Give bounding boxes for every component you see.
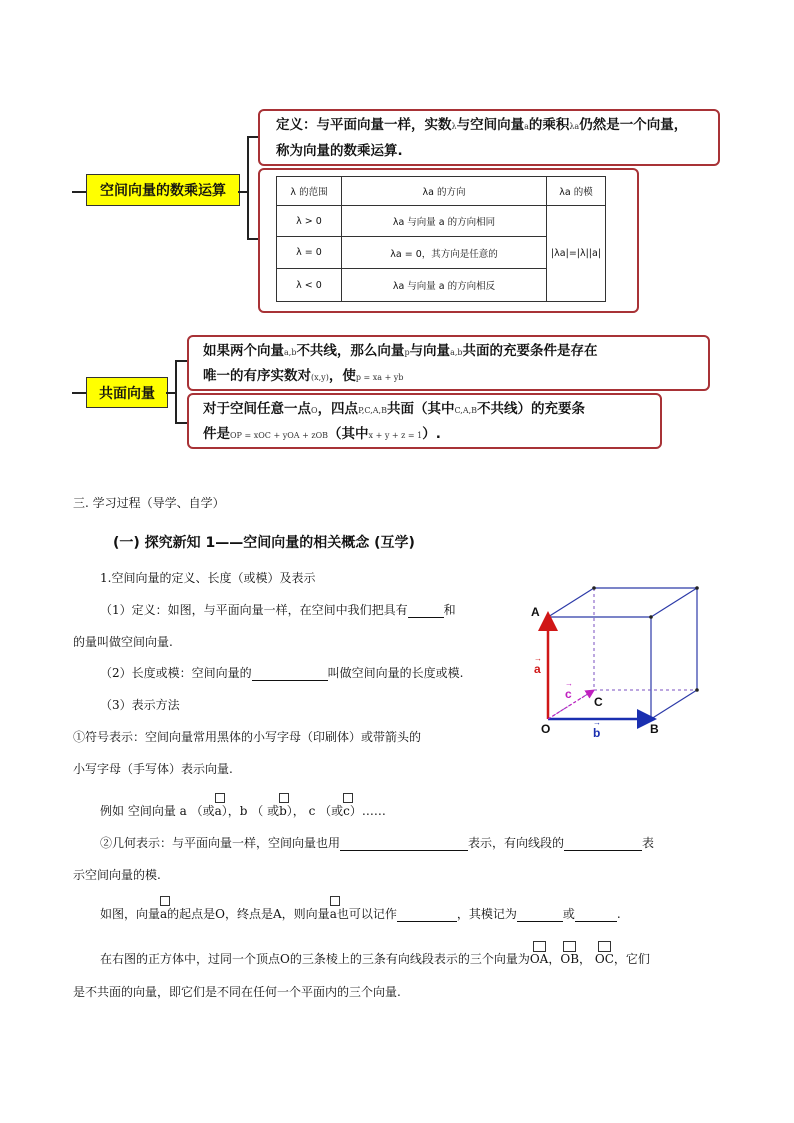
- cube-edge: [548, 588, 594, 617]
- text: ，: [579, 952, 595, 966]
- text: ），b （ 或: [221, 804, 280, 818]
- cube-line-cont: 是不共面的向量，即它们是不同在任何一个平面内的三个向量.: [73, 985, 401, 999]
- def-text: 的乘积: [528, 117, 570, 133]
- text: 或: [562, 907, 575, 921]
- arrow-box-icon: [343, 793, 353, 803]
- vector-c-symbol: [343, 803, 350, 819]
- cube-edge: [651, 588, 697, 617]
- math: OP = xOC + yOA + zOB: [230, 431, 329, 440]
- node-scalar-multiplication: [86, 174, 240, 206]
- blank-field[interactable]: [408, 605, 444, 618]
- text: 对于空间任意一点: [203, 401, 311, 417]
- def-text: 定义：与平面向量一样，实数: [276, 117, 452, 133]
- text: 也可以记作: [336, 907, 397, 921]
- table-cell-modulus: |λa|=|λ||a|: [547, 206, 606, 302]
- text: 不共线，那么向量: [296, 343, 405, 359]
- arrow-box-icon: [215, 793, 225, 803]
- item-1: 1.空间向量的定义、长度（或模）及表示: [100, 571, 316, 585]
- node-label: 共面向量: [99, 385, 155, 402]
- text: ，使: [328, 368, 356, 384]
- table-header: λa 的模: [547, 177, 606, 206]
- branch-line: [175, 360, 177, 424]
- text: （其中: [328, 426, 369, 442]
- text: 共面的充要条件是存在: [462, 343, 598, 359]
- vector-OC-symbol: [595, 951, 614, 967]
- text: 在右图的正方体中，过同一个顶点O的三条棱上的三条有向线段表示的三个向量为: [100, 952, 530, 966]
- blank-field[interactable]: [517, 909, 563, 922]
- def-text: 仍然是一个向量，: [579, 117, 688, 133]
- blank-field[interactable]: [397, 909, 457, 922]
- node-coplanar-vectors: [86, 377, 168, 408]
- text: 表: [642, 836, 655, 850]
- branch-line: [72, 191, 86, 193]
- blank-field[interactable]: [252, 668, 328, 681]
- blank-field[interactable]: [575, 909, 617, 922]
- math: a,b: [450, 348, 463, 357]
- table-cell: λa 与向量 a 的方向相反: [342, 269, 547, 302]
- vertex-dot: [695, 688, 699, 692]
- text: ，其模记为: [456, 907, 517, 921]
- text: 不共线）的充要条: [477, 401, 586, 417]
- four-point-coplanar-box: [187, 393, 662, 449]
- definition-box: [258, 109, 720, 166]
- section-heading: 三. 学习过程（导学、自学）: [73, 496, 225, 510]
- letter: a: [329, 907, 337, 921]
- vertex-dot: [649, 615, 653, 619]
- text: 例如 空间向量 a （或: [100, 804, 215, 818]
- blank-field[interactable]: [340, 838, 468, 851]
- arrow-box-icon: [279, 793, 289, 803]
- text: ）， c （或: [286, 804, 344, 818]
- text: ，四点: [317, 401, 359, 417]
- arrow-box-icon: [598, 941, 611, 952]
- text: （2）长度或模：空间向量的: [100, 666, 252, 680]
- vector-a-symbol: [215, 803, 222, 819]
- letter: c: [343, 804, 350, 818]
- arrow-box-icon: [533, 941, 546, 952]
- letter: a: [214, 804, 222, 818]
- table-cell: λa = 0，其方向是任意的: [342, 237, 547, 269]
- arrow-right-icon: →: [565, 679, 573, 688]
- section-subheading: (一) 探究新知 1——空间向量的相关概念 (互学): [113, 535, 415, 551]
- branch-line: [247, 136, 249, 240]
- arrow-box-icon: [330, 896, 340, 906]
- letter: OC: [594, 952, 614, 966]
- definition-line: [100, 602, 456, 618]
- vertex-dot: [592, 586, 596, 590]
- cube-edge: [651, 690, 697, 719]
- text: 共面（其中: [386, 401, 455, 417]
- lambda-symbol: λ: [451, 122, 457, 131]
- math: p = xa + yb: [355, 373, 404, 382]
- text: 如果两个向量: [203, 343, 284, 359]
- symbol-rep-line2: 小写字母（手写体）表示向量.: [73, 762, 233, 776]
- table-box: [258, 168, 639, 313]
- lambda-a-symbol: λa: [569, 122, 580, 131]
- arrow-box-icon: [160, 896, 170, 906]
- example-line: [100, 803, 386, 819]
- arrow-right-icon: →: [534, 654, 542, 663]
- text: ，它们: [613, 952, 650, 966]
- label-vec-b: b: [593, 726, 601, 740]
- text: 唯一的有序实数对: [203, 368, 311, 384]
- length-line: [100, 665, 463, 681]
- label-O: O: [541, 722, 551, 736]
- table-cell: λ > 0: [277, 206, 342, 237]
- math: a,b: [284, 348, 297, 357]
- coplanar-condition-box: [187, 335, 710, 391]
- cube-line: [100, 951, 650, 967]
- text: 表示，有向线段的: [468, 836, 565, 850]
- def-line2: 称为向量的数乘运算.: [276, 143, 403, 159]
- text: ，: [548, 952, 561, 966]
- branch-line: [72, 392, 86, 394]
- letter: OA: [529, 952, 549, 966]
- text: 与向量: [409, 343, 451, 359]
- geometric-rep-cont: 示空间向量的模.: [73, 868, 161, 882]
- letter: a: [160, 907, 168, 921]
- table-header: λ 的范围: [277, 177, 342, 206]
- vertex-dot: [695, 586, 699, 590]
- label-A: A: [531, 605, 540, 619]
- text: ）.: [422, 426, 441, 442]
- math: (x,y): [311, 373, 329, 382]
- math: P,C,A,B: [358, 406, 387, 415]
- label-B: B: [650, 722, 659, 736]
- cube-figure: [520, 580, 720, 740]
- table-cell: λa 与向量 a 的方向相同: [342, 206, 547, 237]
- text: ）……: [349, 804, 386, 818]
- text: （1）定义：如图，与平面向量一样，在空间中我们把具有: [100, 603, 408, 617]
- representation-heading: （3）表示方法: [100, 698, 180, 712]
- label-vec-c: c: [565, 687, 572, 701]
- math: O: [311, 406, 318, 415]
- text: 如图，向量: [100, 907, 161, 921]
- blank-field[interactable]: [564, 838, 642, 851]
- vector-a-symbol: [160, 906, 167, 922]
- arrow-right-icon: →: [593, 718, 601, 727]
- label-C: C: [594, 695, 603, 709]
- math: p: [404, 348, 410, 357]
- math: C,A,B: [454, 406, 478, 415]
- letter: b: [279, 804, 287, 818]
- geometric-rep-line: [100, 835, 654, 851]
- figure-line: [100, 906, 621, 922]
- vector-a-symbol: a: [524, 122, 529, 131]
- node-label: 空间向量的数乘运算: [100, 183, 226, 199]
- definition-cont: 的量叫做空间向量.: [73, 635, 173, 649]
- table-cell: λ = 0: [277, 237, 342, 269]
- vector-b-symbol: [279, 803, 287, 819]
- def-text: 与空间向量: [456, 117, 525, 133]
- text: 叫做空间向量的长度或模.: [327, 666, 464, 680]
- math: x + y + z = 1: [368, 431, 423, 440]
- text: 和: [443, 603, 456, 617]
- symbol-rep-line1: ①符号表示：空间向量常用黑体的小写字母（印刷体）或带箭头的: [73, 730, 422, 744]
- letter: OB: [560, 952, 580, 966]
- table-header: λa 的方向: [342, 177, 547, 206]
- text: .: [616, 907, 621, 921]
- vector-OA-symbol: [530, 951, 549, 967]
- text: 件是: [203, 426, 230, 442]
- multiplication-table: [276, 176, 606, 302]
- vector-a-symbol: [330, 906, 337, 922]
- table-cell: λ < 0: [277, 269, 342, 302]
- arrow-box-icon: [563, 941, 576, 952]
- label-vec-a: a: [534, 662, 541, 676]
- text: ②几何表示：与平面向量一样，空间向量也用: [100, 836, 341, 850]
- text: 的起点是O，终点是A，则向量: [167, 907, 330, 921]
- vector-OB-symbol: [560, 951, 579, 967]
